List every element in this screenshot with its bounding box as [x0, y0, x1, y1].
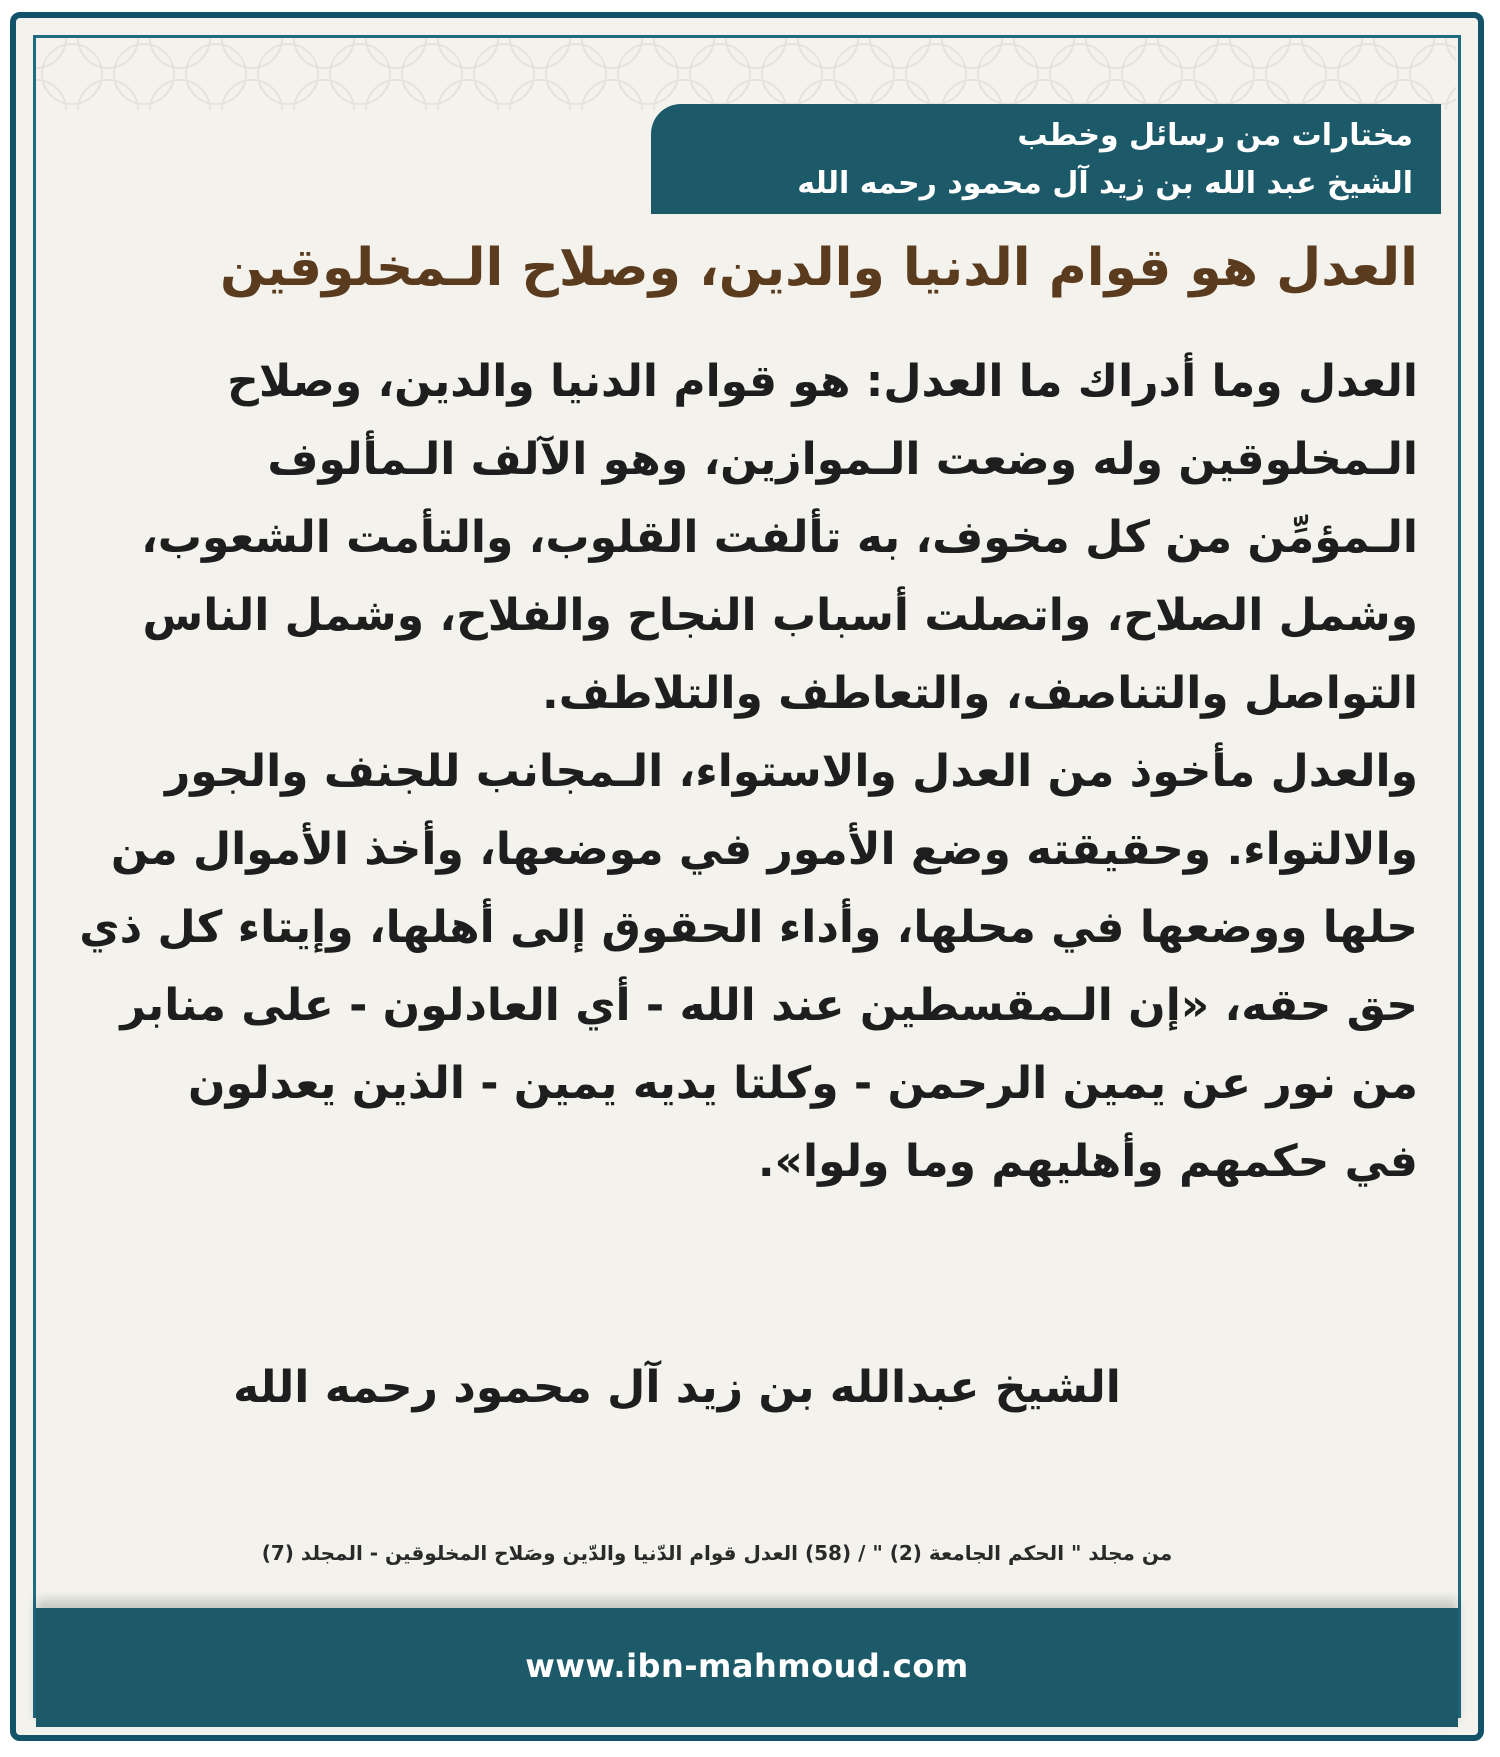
body-text	[76, 343, 1418, 1201]
body-line: والالتواء. وحقيقته وضع الأمور في موضعها، وأخذ الأموال من	[110, 824, 1418, 875]
body-line: التواصل والتناصف، والتعاطف والتلاطف.	[541, 668, 1418, 719]
decorative-pattern	[36, 38, 1456, 110]
header-author: الشيخ عبد الله بن زيد آل محمود رحمه الله	[797, 166, 1413, 201]
page-title: العدل هو قوام الدنيا والدين، وصلاح الـمخلوقين	[219, 238, 1418, 298]
header-series-title: مختارات من رسائل وخطب	[1017, 118, 1413, 153]
author-signature: الشيخ عبدالله بن زيد آل محمود رحمه الله	[233, 1362, 1121, 1413]
footer-band	[36, 1608, 1458, 1727]
website-link[interactable]: www.ibn-mahmoud.com	[525, 1647, 969, 1685]
body-line: الـمؤمِّن من كل مخوف، به تألفت القلوب، والتأمت الشعوب،	[141, 512, 1418, 563]
quote-card	[10, 12, 1484, 1741]
body-line: حلها ووضعها في محلها، وأداء الحقوق إلى أهلها، وإيتاء كل ذي	[79, 902, 1418, 953]
source-citation: من مجلد " الحكم الجامعة (2) " / (58) العدل قوام الدّنيا والدّين وصَلاح المخلوقين - المجلد (7)	[261, 1541, 1173, 1565]
header-band	[651, 104, 1441, 214]
body-line: من نور عن يمين الرحمن - وكلتا يديه يمين - الذين يعدلون	[188, 1058, 1418, 1109]
body-line: والعدل مأخوذ من العدل والاستواء، الـمجانب للجنف والجور	[164, 746, 1418, 797]
body-line: حق حقه، «إن الـمقسطين عند الله - أي العادلون - على منابر	[120, 980, 1418, 1031]
body-line: في حكمهم وأهليهم وما ولوا».	[757, 1136, 1418, 1187]
body-line: وشمل الصلاح، واتصلت أسباب النجاح والفلاح، وشمل الناس	[142, 590, 1418, 641]
body-line: الـمخلوقين وله وضعت الـموازين، وهو الآلف الـمألوف	[267, 434, 1418, 485]
body-line: العدل وما أدراك ما العدل: هو قوام الدنيا والدين، وصلاح	[227, 356, 1418, 407]
